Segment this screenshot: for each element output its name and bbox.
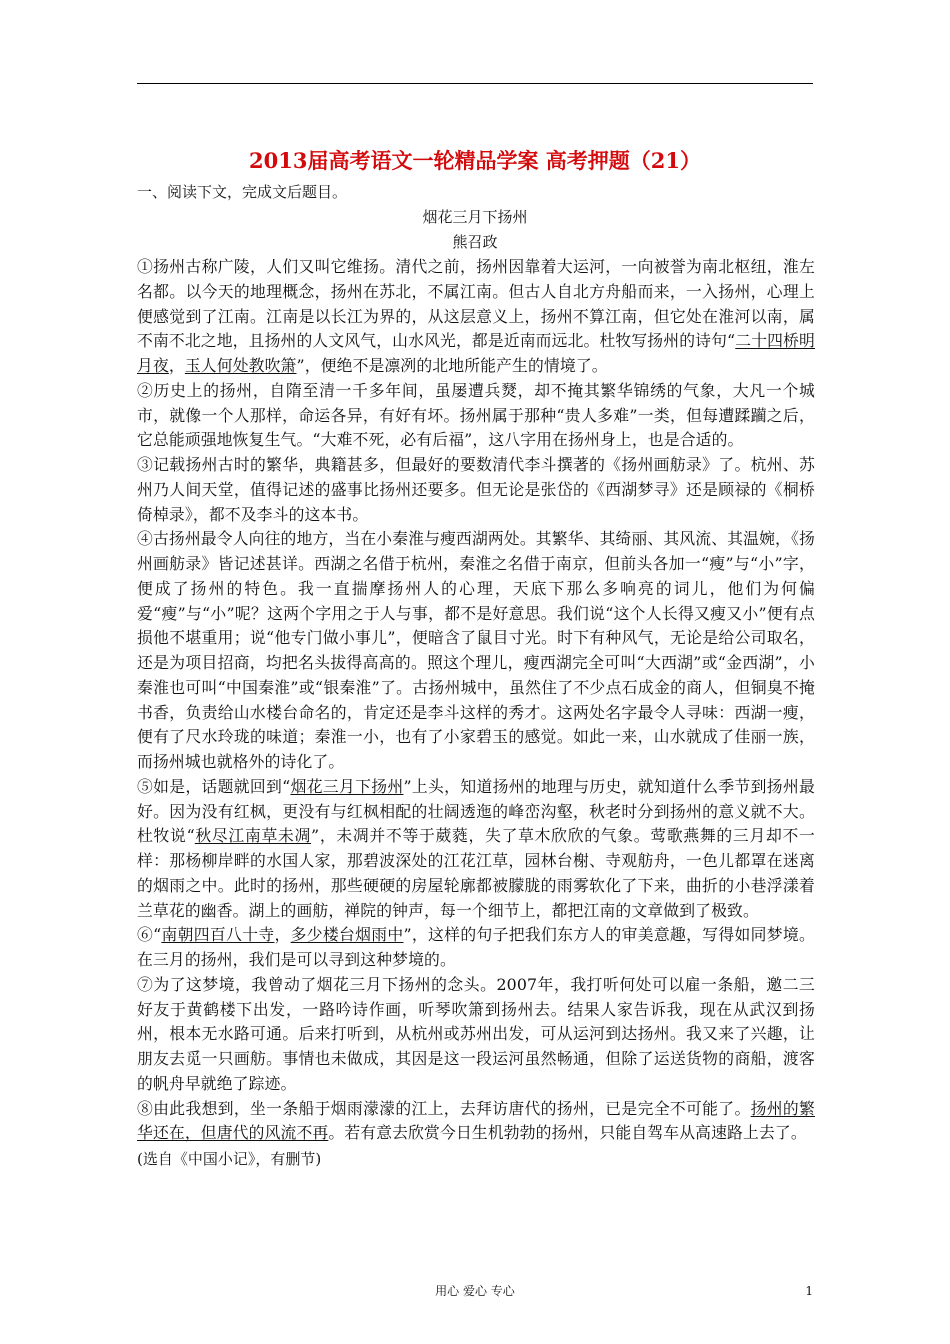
paragraph-1-text-c: ”，便绝不是凛冽的北地所能产生的情境了。 [296,356,608,375]
article-title: 烟花三月下扬州 [422,208,528,226]
underlined-quote-1: 烟花三月下扬州 [290,776,404,796]
underlined-sentence: 扬州的繁华还在，但唐代的风流不再 [137,1098,815,1143]
paragraph-6-text-a: ⑥“ [137,925,162,945]
author: 熊召政 [452,233,498,251]
paragraph-1 [137,255,815,379]
paragraph-6 [137,923,815,973]
underlined-quote-2: 秋尽江南草未凋 [194,826,312,846]
page-number: 1 [805,1284,813,1298]
paragraph-8 [137,1097,815,1147]
paragraph-6-text-b: ， [274,925,291,945]
underlined-poem-line-3: 南朝四百八十寺 [161,925,275,945]
paragraph-5-text-c: ”，未凋并不等于葳蕤，失了草木欣欣的气象。莺歌燕舞的三月却不一样：那杨柳岸畔的水国人家，那碧波深处的江花江草，园林台榭、寺观舫舟，一色儿都罩在迷离的烟雨之中。此时的扬州，那些硬硬的房屋轮廓都被朦胧的雨雾软化了下来，曲折的小巷浮漾着兰草花的幽香。湖上的画舫，禅院的钟声，每一个细节上，都把江南的文章做到了极致。 [137,826,815,920]
header-rule [137,83,813,84]
paragraph-5-text-b: ”上头，知道扬州的地理与历史，就知道什么季节到扬州最好。因为没有红枫，更没有与红枫相配的壮阔透迤的峰峦沟壑，秋老时分到扬州的意义就不大。杜牧说“ [137,776,815,846]
page-footer: 用心 爱心 专心 [435,1284,515,1298]
paragraph-3: ③记载扬州古时的繁华，典籍甚多，但最好的要数清代李斗撰著的《扬州画舫录》了。杭州、苏州乃人间天堂，值得记述的盛事比扬州还要多。但无论是张岱的《西湖梦寻》还是顾禄的《桐桥倚棹录》，都不及李斗的这本书。 [137,455,815,524]
underlined-poem-line-2: 玉人何处教吹箫 [184,356,297,375]
paragraph-5-text-a: ⑤如是，话题就回到“ [137,776,291,796]
paragraph-5 [137,775,815,924]
article-body [137,255,815,1172]
paragraph-6-text-c: ”，这样的句子把我们东方人的审美意趣，写得如同梦境。在三月的扬州，我们是可以寻到这种梦境的。 [137,925,815,969]
instruction: 一、阅读下文，完成文后题目。 [137,183,348,201]
paragraph-7: ⑦为了这梦境，我曾动了烟花三月下扬州的念头。2007年，我打听何处可以雇一条船，邀二三好友于黄鹤楼下出发，一路吟诗作画，听琴吹箫到扬州去。结果人家告诉我，现在从武汉到扬州，根本无水路可通。后来打听到，从杭州或苏州出发，可从运河到达扬州。我又来了兴趣，让朋友去觅一只画舫。事情也未做成，其因是这一段运河虽然畅通，但除了运送货物的商船，渡客的帆舟早就绝了踪迹。 [137,974,815,1093]
document-title: 2013届高考语文一轮精品学案 高考押题（21） [249,148,701,173]
paragraph-8-text-a: ⑧由此我想到，坐一条船于烟雨濛濛的江上，去拜访唐代的扬州，已是完全不可能了。 [137,1098,751,1118]
paragraph-4: ④古扬州最令人向往的地方，当在小秦淮与瘦西湖两处。其繁华、其绮丽、其风流、其温婉，《扬州画舫录》皆记述甚详。西湖之名借于杭州，秦淮之名借于南京，但前头各加一“瘦”与“小”字，便成了扬州的特色。我一直揣摩扬州人的心理，天底下那么多响亮的词儿，他们为何偏爱“瘦”与“小”呢？这两个字用之于人与事，都不是好意思。我们说“这个人长得又瘦又小”便有点损他不堪重用；说“他专门做小事儿”，便暗含了鼠目寸光。时下有种风气，无论是给公司取名，还是为项目招商，均把名头拔得高高的。照这个理儿，瘦西湖完全可叫“大西湖”或“金西湖”，小秦淮也可叫“中国秦淮”或“银秦淮”了。古扬州城中，虽然住了不少点石成金的商人，但铜臭不掩书香，负责给山水楼台命名的，肯定还是李斗这样的秀才。这两处名字最令人寻味：西湖一瘦，便有了尺水玲珑的味道；秦淮一小，也有了小家碧玉的感觉。如此一来，山水就成了佳丽一族，而扬州城也就格外的诗化了。 [137,529,815,771]
paragraph-1-text-b: ， [168,356,185,375]
paragraph-8-text-b: 。若有意去欣赏今日生机勃勃的扬州，只能自驾车从高速路上去了。 [328,1123,807,1143]
paragraph-2: ②历史上的扬州，自隋至清一千多年间，虽屡遭兵燹，却不掩其繁华锦绣的气象，大凡一个城市，就像一个人那样，命运各异，有好有坏。扬州属于那种“贵人多难”一类，但每遭蹂躏之后，它总能顽强地恢复生气。“大难不死，必有后福”，这八字用在扬州身上，也是合适的。 [137,380,815,450]
paragraph-1-text-a: ①扬州古称广陵，人们又叫它维扬。清代之前，扬州因靠着大运河，一向被誉为南北枢纽，淮左名都。以今天的地理概念，扬州在苏北，不属江南。但古人自北方舟船而来，一入扬州，心理上便感觉到了江南。江南是以长江为界的，从这层意义上，扬州不算江南，但它处在淮河以南，属不南不北之地，且扬州的人文风气，山水风光，都是近南而远北。杜牧写扬州的诗句“ [137,257,815,351]
underlined-poem-line-4: 多少楼台烟雨中 [290,925,404,945]
underlined-poem-line-1: 二十四桥明月夜 [137,331,816,375]
source-note: (选自《中国小记》，有删节) [137,1150,322,1168]
